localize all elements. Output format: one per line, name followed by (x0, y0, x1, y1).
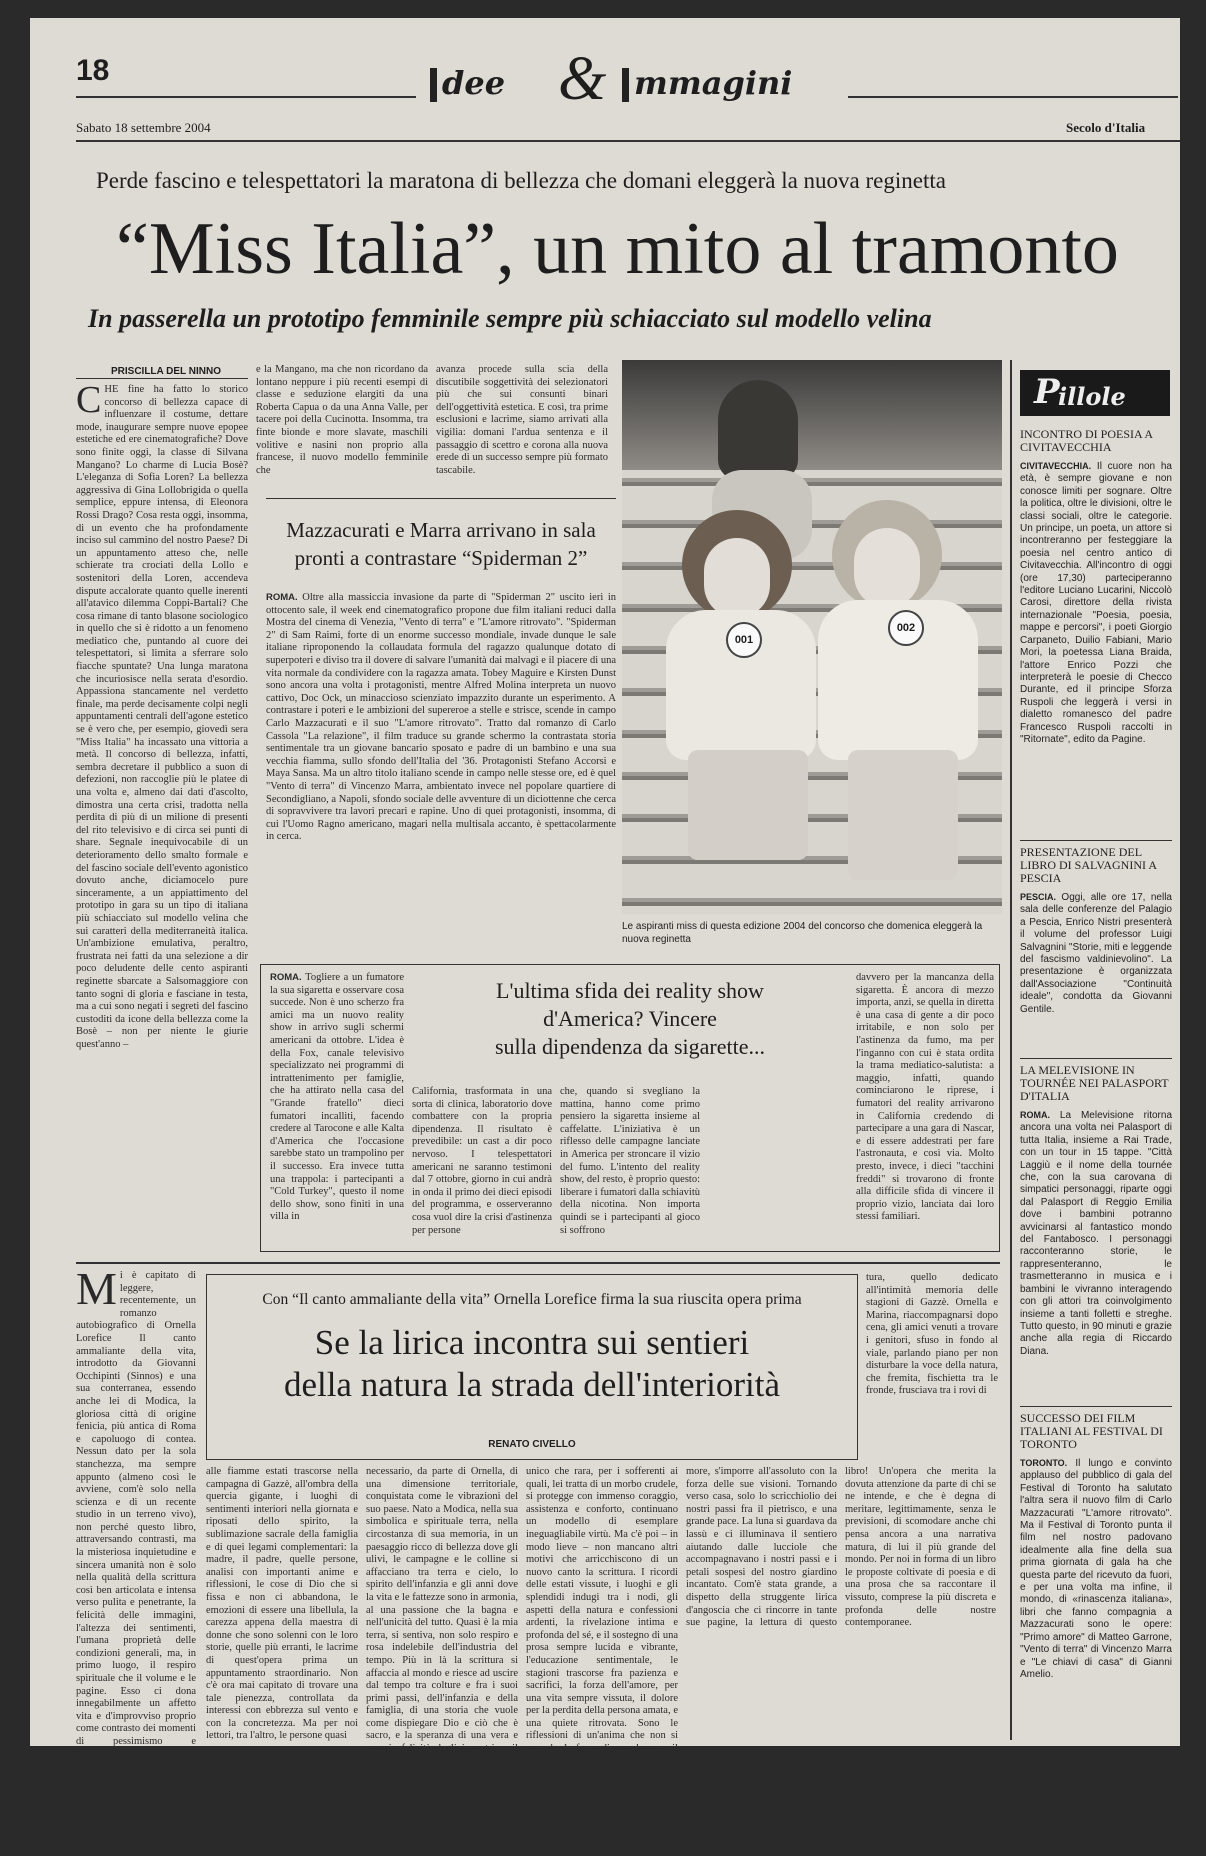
pillola-3-title: LA MELEVISIONE IN TOURNÉE NEI PALASPORT D'ITALIA (1020, 1063, 1169, 1103)
photo-shadow-top (622, 360, 1002, 470)
main-kicker: Perde fascino e telespettatori la maratona di bellezza che domani eleggerà la nuova reginetta (96, 168, 946, 193)
pillole-logo-rest: illole (1058, 382, 1126, 411)
cinema-dateline: ROMA. (266, 592, 298, 603)
photo-girl-right-face (854, 528, 920, 608)
lirica-headline-box (206, 1274, 858, 1460)
photo-girl-back-hair (718, 380, 798, 480)
lirica-col3-text: necessario, da parte di Ornella, di una dimensione territoriale, conquistata come le vibrazioni del suo paese. Nato a Modica, nella sua simbolica e spirituale terra, nella circostanza di sua memoria, in un paesaggio ricco di bellezza dove gli ulivi, le campagne e le colline si affacciano tra terra e cielo, lo spirito dell'infanzia e gli anni dove la vita e le fattezze sono in armonia, al una passione che la bagna e nell'unicità del tutto. Quasi è la mia terra, si sentiva, non solo respiro e rosa indelebile dell'industria del tempo. Più in là la scrittura si affaccia al mondo e riesce ad uscire dal tempo tra colture e fra i suoi primi passi, dell'infanzia e della famiglia, di una storia che vuole come dispiegare Dio e ciò che è sacro, e la speranza di una vera e propria felicità degli incontri, e il dolce e tranquillo ricordo della casa, ma per non si dimentica di nulla e il passato del tempo, nelle sue lontane mura e le sue radici, si fa concreto nel racconto. (366, 1466, 518, 1818)
reality-col3 (560, 1086, 700, 1246)
section-word-2: mmagini (634, 64, 793, 102)
pillola-2-dateline: PESCIA. (1020, 892, 1057, 902)
reality-col3-text: che, quando si svegliano la mattina, hanno come primo pensiero la sigaretta insieme al caffelatte. L'iniziativa è un riflesso delle campagne lanciate in America per stroncare il vizio del fumo. L'intento del reality show, del resto, è proprio questo: liberare i fumatori dalla schiavitù della nicotina. Non importa quindi se i partecipanti al gioco si soffrono (560, 1086, 700, 1236)
pillola-4-text: Il lungo e convinto applauso del pubblico di gala del Festival di Toronto ha salutato l'altra sera il nuovo film di Carlo Mazzacurati "L'amore ritrovato". Ma il Festival di Toronto punta il film nel nostro padovano idealmente alla fine della sua prima giornata di gala ha che questa parte del ricevuto da fuori, e per una volta ma infine, il mondo, di «rinascenza italiana», libri che fanno compagnia a Mazzacurati sono le opere: "Primo amore" di Matteo Garrone, "Vento di terra" di Vincenzo Marra e "Le chiavi di casa" di Gianni Amelio. (1020, 1458, 1172, 1680)
sash-number-right: 002 (888, 610, 924, 646)
pillola-2-title: PRESENTAZIONE DEL LIBRO DI SALVAGNINI A PESCIA (1020, 845, 1157, 885)
pillola-2-body (1020, 891, 1172, 1041)
lirica-col5 (686, 1466, 996, 1740)
pillola-3-body (1020, 1109, 1172, 1395)
lirica-col4 (526, 1466, 678, 1855)
photo-girl-left-face (704, 538, 770, 618)
pillola-4-title: SUCCESSO DEI FILM ITALIANI AL FESTIVAL DI TORONTO (1020, 1411, 1163, 1451)
reality-col2 (412, 1086, 552, 1246)
section-bar-right (622, 68, 629, 102)
page-number: 18 (76, 54, 110, 87)
cinema-headline-line1: Mazzacurati e Marra arrivano in sala (286, 518, 596, 542)
main-col1-text: HE fine ha fatto lo storico concorso di bellezza capace di influenzare il costume, dettare mode, inaugurare sempre nuove epopee estetiche ed ere cinematografiche? Dove sono finite oggi, la classe di Silvana Mangano? Lo charme di Lucia Bosè? L'eleganza di Sofia Loren? La bellezza aggressiva di Gina Lollobrigida o quella semplice, eppure intensa, di Eleonora Rossi Drago? Cosa resta oggi, insomma, di un evento che ha profondamente inciso sul cammino del nostro Paese? Di un appuntamento atteso che, nelle schierate tra crociati della Lollo e sostenitori della Loren, accendeva dispute accalorate quanto quelle inerenti all'atavico dilemma Coppi-Bartali? Che cosa rimane di tanto blasone sociologico in quello che si è ridotto a un fenomeno mediatico che, puntando al cuore dei telespettatori, si limita a sferrare solo fiacche spuntate? Una lunga maratona che incuriosisce nella serata d'esordio. Appassiona stancamente nel verdetto finale, ma perde decisamente colpi negli appuntamenti centrali dell'agone estetico se è vero che, per esempio, giovedì sera "Miss Italia" ha incassato una vittoria a metà. Il concorso di bellezza, infatti, sembra decretare il pubblico a suon di defezioni, non raccoglie più le platee di una volta e, almeno dai dati d'ascolto, dimostra una certa crisi, tradotta nella perdita di più di un milione di presenti del rito televisivo e di circa sei punti di share. Segnale inequivocabile di un deterioramento dello smalto formale e del fascino sociale dell'evento agonistico dovuto anche, diciamocelo pure sinceramente, a un appiattimento del prototipo in gara su un tipo di italiana più schiacciato sul modello velina che sui caratteri della mediterraneità italica. Un'ambizione emulativa, peraltro, frustrata nei fatti da una selezione a dir poco deludente delle cento aspiranti reginette sbarcate a Salsomaggiore con tanto sogni di gloria e fasciane in testa, ma a cui sono negati i segreti del fascino custoditi da icone della bellezza come la Bosè – non per niente le giurie quest'anno – (76, 384, 248, 1050)
reality-col2-text: California, trasformata in una sorta di clinica, laboratorio dove combattere con la propria dipendenza. Il risultato è prevedibile: un cast a dir poco nervoso. I telespettatori americani ne saranno testimoni dal 7 ottobre, giorno in cui andrà in onda il primo dei dieci episodi del programma, e osserveranno cosa vuol dire la crisi d'astinenza per persone (412, 1086, 552, 1236)
reality-headline-line3: sulla dipendenza da sigarette... (494, 1034, 765, 1059)
pillola-1-body (1020, 460, 1172, 750)
main-article-col1 (76, 379, 248, 1256)
lirica-col3 (366, 1466, 518, 1818)
header-rule-bottom (76, 140, 1180, 142)
main-article-col2 (256, 364, 428, 490)
section-word-1: dee (442, 64, 506, 102)
miss-photo (622, 360, 1002, 914)
newspaper-page (30, 18, 1180, 1855)
pillola-1-dateline: CIVITAVECCHIA. (1020, 461, 1092, 471)
lirica-headline-line1: Se la lirica incontra sui sentieri (314, 1323, 750, 1362)
reality-headline-line1: L'ultima sfida dei reality show (496, 978, 764, 1003)
issue-date: Sabato 18 settembre 2004 (76, 120, 211, 135)
reality-col4-text: davvero per la mancanza della sigaretta. È ancora di mezzo importa, anzi, se quella in diretta è una casa di gente a dir poco irritabile, e non solo per l'astinenza da fumo, ma per l'inganno con cui è stata ordita la trama mediatico-salutista: a maggio, infatti, quando cominciarono le riprese, i fumatori del reality arrivarono in California credendo di partecipare a una gara di Nascar, e di essere addestrati per fare l'astronauta, e così via. Molto presto, invece, i dieci "tacchini freddi" si trovarono di fronte alla difficile sfida di vincere il proprio vizio, lanciata dai loro stessi familiari. (856, 972, 994, 1223)
pillola-3-dateline: ROMA. (1020, 1110, 1050, 1120)
section-ampersand: & (558, 45, 607, 113)
lirica-lead-col (76, 1263, 196, 1798)
main-byline: PRISCILLA DEL NINNO (110, 366, 221, 377)
lirica-col2-text: alle fiamme estati trascorse nella campagna di Gazzè, all'ombra della quercia gigante, i luoghi di sentimenti interiori nella giornata e riposati dello spirito, la sublimazione sacrale della famiglia e di quei legami complementari: la madre, il padre, quelle persone, analisi con importanti anime e riflessioni, le cose di Dio che si fissa e non ci abbandona, le emozioni di essere una libellula, la carezza appena della maestra di donne che sono solenni con le loro storie, quelle più erranti, le lacrime di quest'opera prima un appuntamento straordinario. Non c'è ora mai capitato di trovare una tale pienezza, controllata da interessi con ebbrezza sul vento e con la concretezza. Ma per noi lettori, tra l'altro, le persone quasi (206, 1466, 358, 1742)
main-subheadline: In passerella un prototipo femminile sempre più schiacciato sul modello velina (88, 304, 932, 333)
lirica-col5-text: more, s'imporre all'assoluto con la forza delle sue visioni. Tornando verso casa, solo lo scricchiolio dei nostri passi fra il pietrisco, e una grande pace. La luna si guardava da lassù e ci illuminava il sentiero aiutando dalle lucciole che accompagnavano i nostri passi e i petali sospesi del nostro giardino incantato. Com'è stata grande, a dispetto della struggente lirica d'angoscia che ci rincorre in tante sue pagine, la lettura di questo libro! Un'opera che merita la dovuta attenzione da parte di chi se ne intende, e che è degna di meritare, legittimamente, senza le previsioni, di scomodare anche chi pensa ancora a una narrativa matura, di lui il più grande del mondo. Per noi in forma di un libro le proposte coltivate di poesia e di una prosa che sa raccontare il vissuto, comprese la più discreta e profonda delle nostre contemporanee. (686, 1466, 996, 1629)
header-rule-right (848, 96, 1178, 98)
pillola-1 (1020, 428, 1172, 750)
lirica-col4-text: unico che rara, per i sofferenti ai quali, lei tratta di un morbo crudele, si protegge con immenso coraggio, assistenza e conforto, continuano un modello di esemplare ineguagliabile virtù. Ma c'è poi – in modo lieve – non mancano altri motivi che arricchiscono di un nuovo canto la scrittura. I ricordi delle estati vissute, i luoghi e gli splendidi indugi tra i nodi, gli aspetti della natura e confessioni ardenti, la rivelazione intima e profonda del sé, e il sostegno di una prosa sempre lucida e vibrante, l'educazione sentimentale, le stagioni trascorse fra pazienza e sacrifici, la forza dell'amore, per una vita sempre vissuta, il dolore per la perdita della persona amata, e una quiete ritrovata. Sono le riflessioni di un'anima che non si arrende, la forza di una donna e il mistero profondo dell'esistenza, e la rivelazione della presenza di Dio, i passi interiori più nobili. Si vede, dal primo capitolo, lo spessore di una scrittura che si fa ponte fra il dire e il sentire, fra la riflessione e la memoria, fra il passato e il presente. (526, 1466, 678, 1855)
pillola-1-title: INCONTRO DI POESIA A CIVITAVECCHIA (1020, 427, 1153, 454)
lirica-col2 (206, 1466, 358, 1740)
section-title (426, 45, 846, 113)
main-headline: “Miss Italia”, un mito al tramonto (116, 208, 1119, 290)
pillola-3 (1020, 1064, 1172, 1395)
cinema-body (266, 592, 616, 908)
lirica-top-rule (76, 1262, 1000, 1264)
cinema-text: Oltre alla massiccia invasione da parte di "Spiderman 2" uscito ieri in ottocento sale, il week end cinematografico propone due film italiani reduci dalla Mostra del cinema di Venezia, "Vento di terra" e "L'amore ritrovato". "Spiderman 2" di Sam Raimi, forte di un enorme successo mondiale, invade dunque le sale italiane riproponendo la collaudata formula del ragazzo qualunque dotato di superpoteri e diviso tra il dovere di salvare l'umanità dai malvagi e il piacere di una vita normale da condividere con la ragazza amata. Tobey Maguire e Kirsten Dunst sono ancora una volta i protagonisti, mentre Alfred Molina interpreta un nuovo cattivo, Doc Ock, un minaccioso scienziato impazzito durante un esperimento. A contrastare i poteri e le ambizioni del supereroe a stelle e strisce, scende in campo Carlo Mazzacurati e il suo "L'amore ritrovato". Tratto dal romanzo di Carlo Cassola "La relazione", il film traduce su grande schermo la contrastata storia sentimentale tra un giovane bancario sposato e padre di un bambino e una sua vecchia fiamma, sullo sfondo dell'Italia del '36. Protagonisti Stefano Accorsi e Maya Sansa. Ma un altro titolo italiano scende in campo nelle stesse ore, ed è quel "Vento di terra" di Vincenzo Marra, ambientato invece nel popolare quartiere di Secondigliano, a Napoli, sfondo sociale delle avventure di un diciottenne che cerca di sopravvivere tra lavori precari e rapine. Uno di quei protagonisti, insomma, di cui l'Uomo Ragno americano, magari nella multisala accanto, è spettacolarmente in cerca. (266, 592, 616, 843)
byline-rule (76, 378, 248, 379)
photo-caption: Le aspiranti miss di questa edizione 2004 del concorso che domenica eleggerà la nuova reginetta (622, 921, 983, 945)
lirica-headline-line2: della natura la strada dell'interiorità (283, 1365, 781, 1404)
pillola-4 (1020, 1412, 1172, 1733)
pillola-2 (1020, 846, 1172, 1041)
pillola-3-text: La Melevisione ritorna ancora una volta nei Palasport di tutta Italia, insieme a Rai Trade, con un tour in 15 tappe. "Città Laggiù e il nome della tournée che, con la sua carovana di simpatici personaggi, riparte oggi dal Palasport di Reggio Emilia dove i bambini potranno avvicinarsi al fantastico mondo del Fantabosco. I personaggi racconteranno storie, le rappresenteranno, le trasmetteranno in musica e i bambini le vivranno interagendo con gli attori tra coinvolgimento insieme a tanti folletti e streghe. Tutto questo, in 90 minuti e grazie anche alla regia di Riccardo Diana. (1020, 1110, 1173, 1357)
lirica-kicker: Con “Il canto ammaliante della vita” Ornella Lorefice firma la sua riuscita opera prima (262, 1291, 802, 1308)
main-dropcap: C (76, 379, 102, 421)
lirica-col-top-right (866, 1272, 998, 1460)
reality-col1 (270, 972, 404, 1246)
section-bar-left (430, 68, 437, 102)
main-col3-text: avanza procede sulla scia della discutibile soggettività dei selezionatori più che sui consunti binari dell'oggettività estetica. E così, tra prime esclusioni e lacrime, siamo arrivati alla vigilia: domani l'ardua sentenza e il passaggio di scettro e corona alla nuova erede di un successo sempre più formato tascabile. (436, 364, 608, 476)
reality-col1-text: Togliere a un fumatore la sua sigaretta e osservare cosa succede. Non è uno scherzo fra amici ma un nuovo reality show in arrivo sugli schermi americani da ottobre. L'idea è della Fox, canale televisivo specializzato nei programmi di intrattenimento per famiglie, che ha attirato nella casa del "Grande fratello" dieci fumatori incalliti, facendo credere al Tarocone e alle Kalta d'America che l'occasione sarebbe stato un trampolino per il successo. Era invece tutta una trappola: i partecipanti a "Cold Turkey", questo il nome dello show, sono finiti in una villa in (270, 972, 404, 1223)
pillola-4-dateline: TORONTO. (1020, 1458, 1068, 1468)
cinema-headline-line2: pronti a contrastare “Spiderman 2” (294, 546, 588, 570)
pillole-logo (1020, 370, 1170, 416)
pillola-rule-1 (1020, 840, 1172, 841)
pillola-2-text: Oggi, alle ore 17, nella sala delle conferenze del Palagio a Pescia, Enrico Nistri presenterà il volume del professor Luigi Salvagnini "Storie, miti e leggende del fascismo valdinievolino". La presentazione è organizzata dall'Associazione "Continuità ideale", condotta da Giovanni Gentile. (1020, 892, 1172, 1015)
lirica-byline: RENATO CIVELLO (488, 1439, 576, 1450)
sidebar-divider (1010, 360, 1012, 1740)
lirica-dropcap: M (76, 1263, 117, 1314)
pillola-rule-3 (1020, 1406, 1172, 1407)
reality-col4 (856, 972, 994, 1246)
reality-dateline: ROMA. (270, 972, 302, 983)
masthead: Secolo d'Italia (1066, 120, 1146, 135)
photo-girl-left-legs (688, 750, 808, 860)
pillola-1-text: Il cuore non ha età, è sempre giovane e non conosce limiti per sognare. Oltre la politica, oltre le divisioni, oltre le classi sociali, oltre le categorie. Un principe, un poeta, un attore si incontreranno per festeggiare la poesia nel centro antico di Civitavecchia. All'incontro di oggi (ore 17,30) parteciperanno l'editore Luciano Lucarini, Niccolò Carosi, direttore della rivista internazionale "Poesia, poesia, mappe e percorsi", i poeti Giorgio Carpaneto, Duilio Fabiani, Mario Mori, la poetessa Liana Braida, l'attore Enrico Pozzi che interpreterà le poesie di Checco Durante, ed il principe Sforza Ruspoli che leggerà i versi in dialetto romanesco del padre Francesco Ruspoli raccolti in "Ritornate", edito da Pagine. (1020, 461, 1172, 745)
header-rule-left (76, 96, 416, 98)
photo-girl-right-legs (848, 750, 958, 880)
reality-headline-line2: d'America? Vincere (543, 1006, 717, 1031)
lirica-lead-text: i è capitato di leggere, recentemente, un romanzo autobiografico di Ornella Lorefice Il canto ammaliante della vita, introdotto da Giovanni Occhipinti (Sinnos) e una sua conterranea, essendo anche lei di Modica, la gloriosa città di origine fenicia, più antica di Roma e capoluogo di contea. Nessun dato per la sola stanchezza, ma sempre appunto (almeno così le avviene, com'è solo nella scienza e di un recente studio in un terreno vivo), non perché questo libro, attraversando contrasti, ma la misteriosa inquietudine e sincera umanità non è solo nella qualità della scrittura così ben articolata e intensa verso pulita e penetrante, la felicità delle immagini, l'altezza dei sentimenti, l'umana proprietà delle condizioni generali, ma, in primo luogo, il respiro spirituale che il volume e le pagine. Esso ci dona innegabilmente un affetto vita e d'improvviso proprio come contrasto dei momenti di pessimismo e illuminante, coinvolgendo come sempre fino al tempo. Trovando d'autunno, legati in gran parte (76, 1270, 196, 1798)
pillola-rule-2 (1020, 1058, 1172, 1059)
main-article-col3 (436, 364, 608, 490)
main-col2-text: e la Mangano, ma che non ricordano da lontano neppure i più recenti esempi di classe e seduzione elargiti da una Roberta Capua o da una Anna Valle, per tacere poi della Cucinotta. Insomma, tra finte bionde e more slavate, maschili volitive e nasini non proprio alla francese, il nuovo modello femminile che (256, 364, 428, 476)
pillole-logo-letter: P (1034, 372, 1060, 412)
pillola-4-body (1020, 1457, 1172, 1733)
lirica-col-top-text: tura, quello dedicato all'intimità memoria delle stagioni di Gazzè. Ornella e Marina, riaccompagnarsi dopo cena, gli amici venuti a trovare i genitori, sfuso in fondo al viale, parlando piano per non disturbare la voce della natura, che fremita, fischietta tra le fronde, frusciava tra i rovi di (866, 1272, 998, 1397)
sash-number-left: 001 (726, 622, 762, 658)
